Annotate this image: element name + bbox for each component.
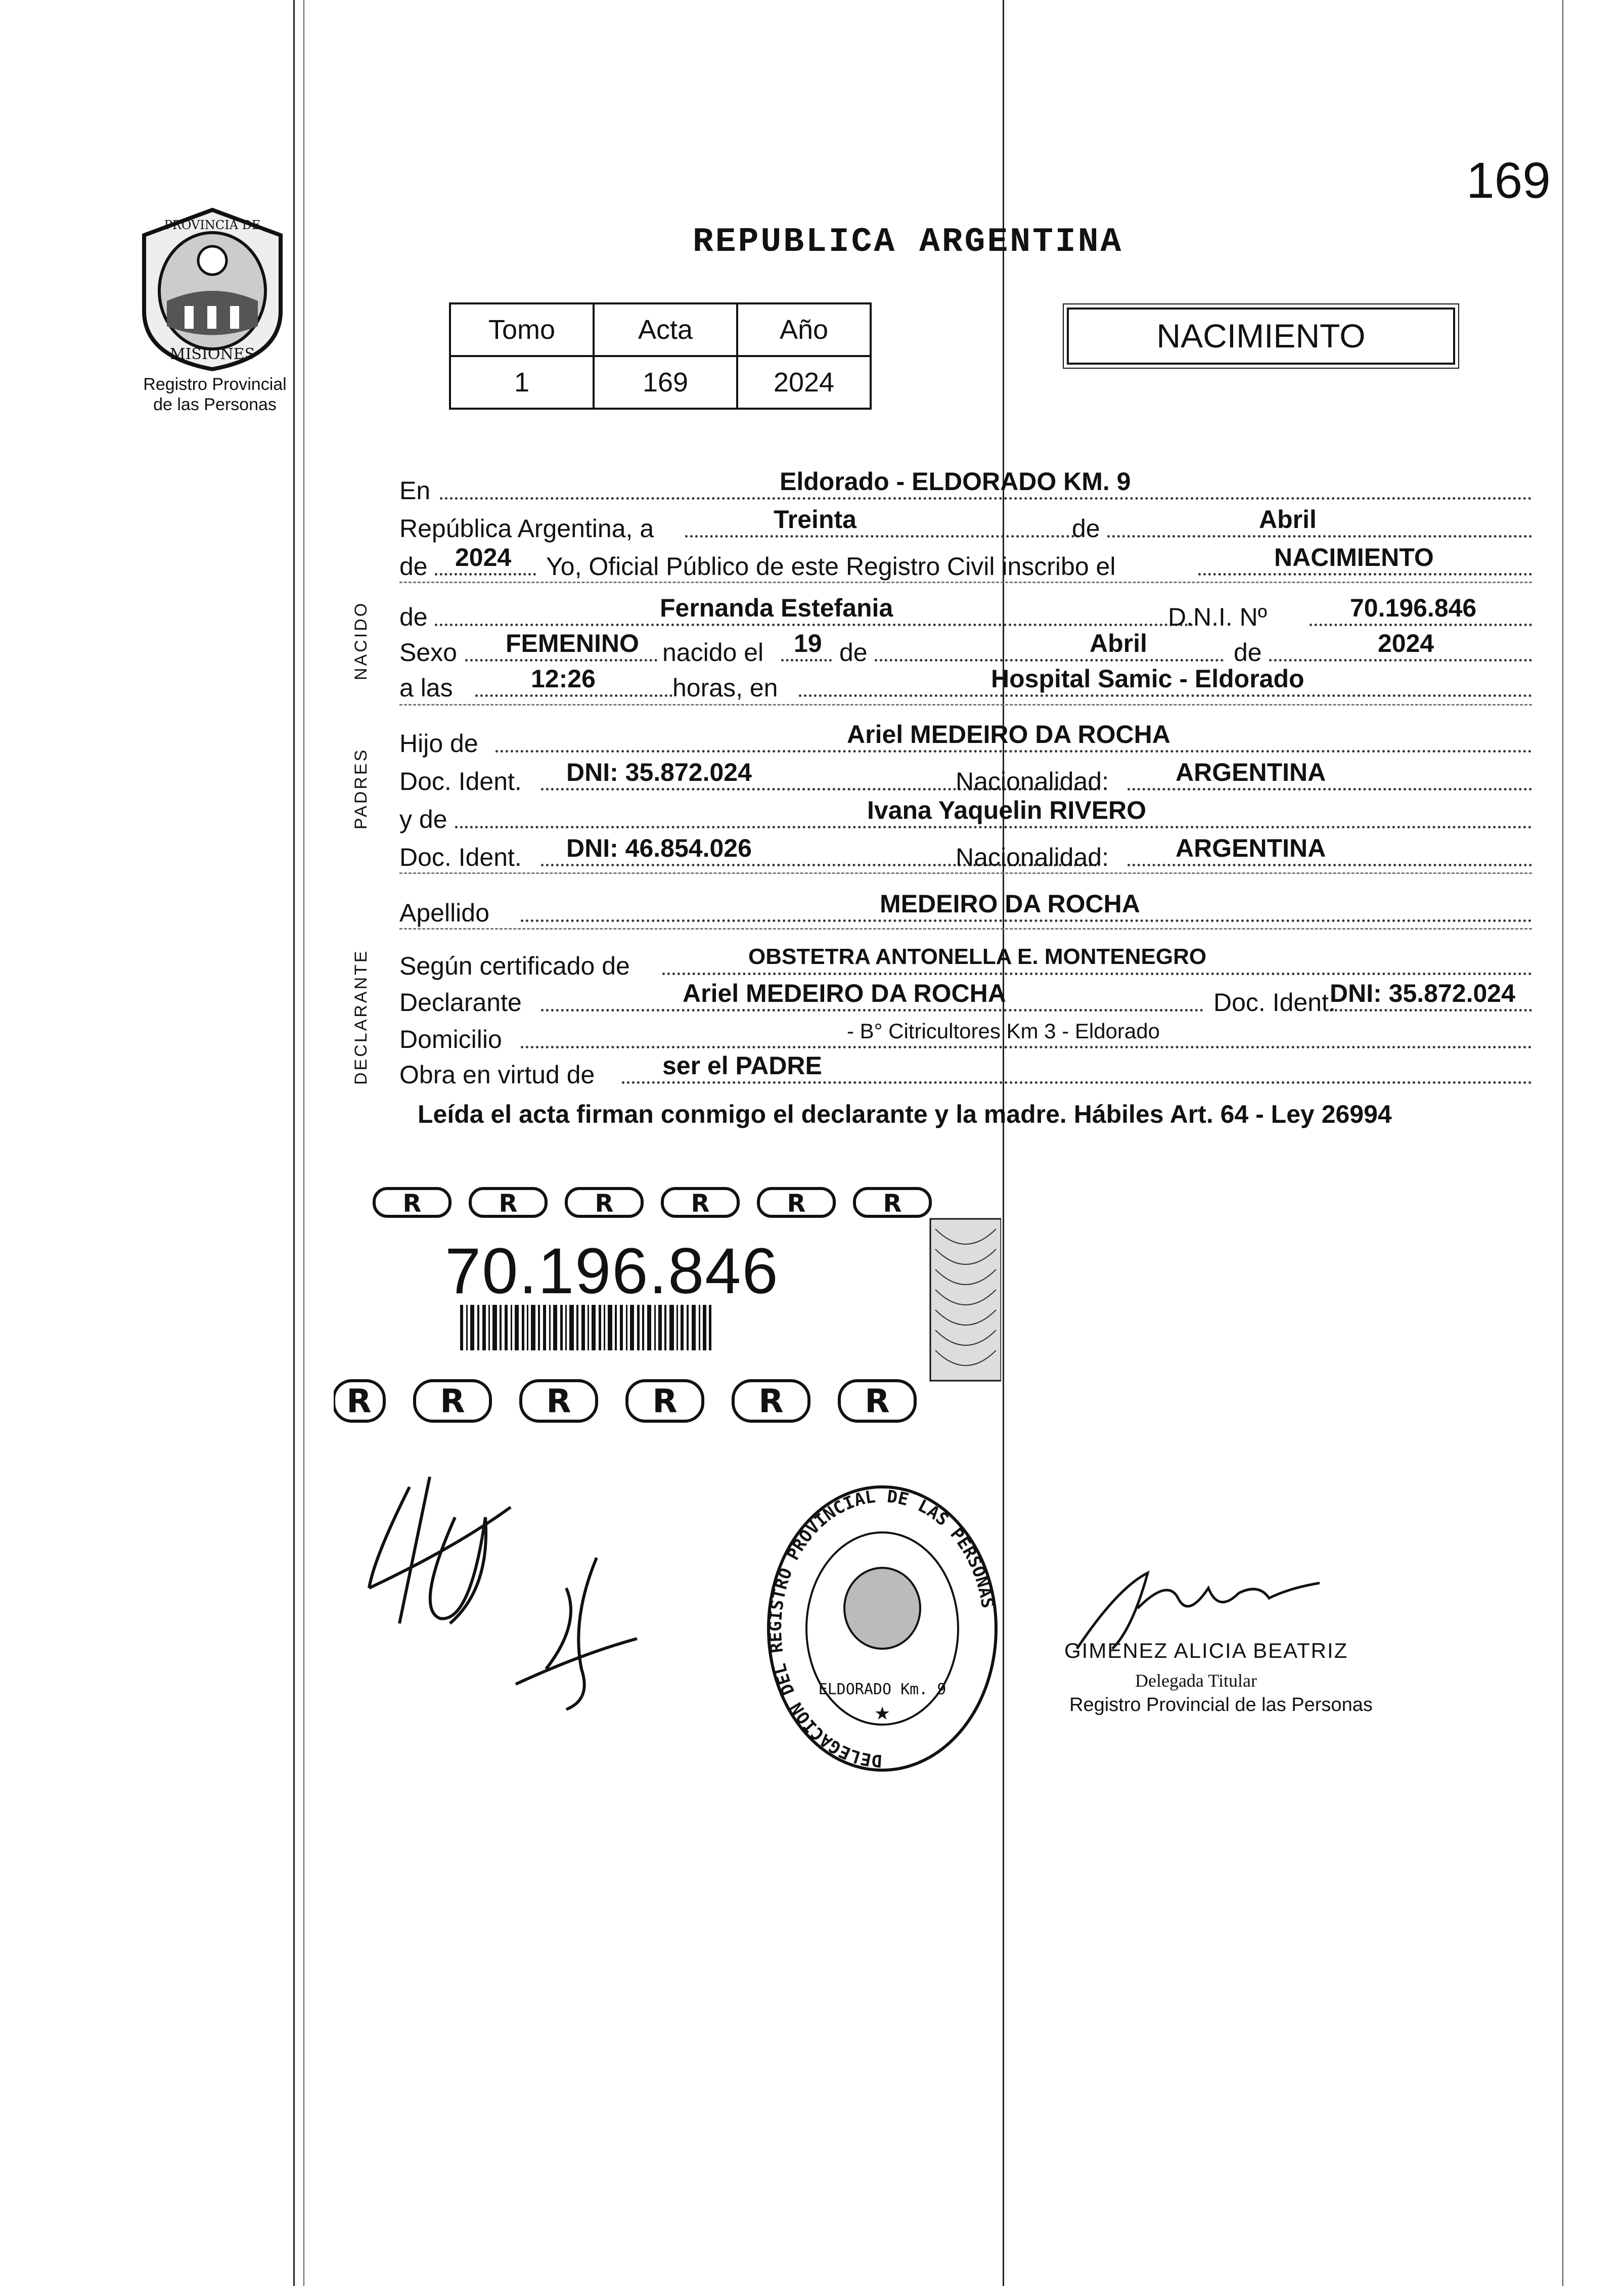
birth-year-value: 2024 [1378, 629, 1434, 657]
crest-caption [121, 374, 308, 415]
svg-text:R: R [758, 1383, 784, 1420]
r-logo-icon [627, 1381, 703, 1421]
r-logo-icon [566, 1189, 642, 1218]
event-value: NACIMIENTO [1274, 543, 1434, 572]
svg-text:R: R [402, 1190, 422, 1218]
signatory-role: Delegada Titular [1135, 1670, 1257, 1691]
child-dni-value: 70.196.846 [1350, 594, 1477, 622]
row-madre [399, 794, 1532, 833]
row-apellido [399, 888, 1532, 927]
doc-ident-label-2: Doc. Ident. [399, 843, 522, 871]
act-type-box: NACIMIENTO [1067, 307, 1455, 365]
sexo-label: Sexo [399, 638, 457, 667]
name-label: de [399, 603, 428, 631]
anio-header: Año [737, 303, 871, 356]
capacity-value: ser el PADRE [662, 1051, 822, 1080]
crest-caption-line-2: de las Personas [153, 395, 277, 414]
republica-label: República Argentina, a [399, 514, 654, 543]
apellido-label: Apellido [399, 899, 489, 927]
r-logo-icon [662, 1189, 738, 1218]
nacido-el-label: nacido el [662, 638, 764, 667]
left-margin-line [293, 0, 295, 2286]
svg-text:★: ★ [874, 1703, 891, 1724]
section-divider [399, 582, 1532, 583]
row-fecha [399, 503, 1532, 543]
mother-nationality-value: ARGENTINA [1176, 834, 1326, 862]
section-label-declarante: DECLARANTE [351, 949, 371, 1085]
row-sexo [399, 627, 1532, 667]
svg-text:PROVINCIA DE: PROVINCIA DE [164, 218, 261, 232]
sex-value: FEMENINO [506, 629, 639, 657]
section-label-nacido: NACIDO [351, 601, 371, 680]
acta-header: Acta [594, 303, 737, 356]
row-lugar [399, 465, 1532, 505]
nacionalidad-label-2: Nacionalidad: [956, 843, 1109, 871]
anio-value: 2024 [737, 356, 871, 409]
row-obra [399, 1049, 1532, 1089]
mother-doc-value: DNI: 46.854.026 [566, 834, 752, 862]
signatory-name: GIMENEZ ALICIA BEATRIZ [1064, 1639, 1348, 1662]
r-logo-icon [733, 1381, 809, 1421]
row-madre-doc [399, 832, 1532, 871]
certificado-label: Según certificado de [399, 952, 630, 980]
left-margin-line-2 [303, 0, 304, 2286]
row-domicilio [399, 1014, 1532, 1053]
ticket-number: 70.196.846 [445, 1235, 779, 1307]
place-value: Eldorado - ELDORADO KM. 9 [780, 467, 1131, 496]
misiones-crest-logo [137, 205, 288, 372]
svg-text:R: R [787, 1190, 806, 1218]
reference-table [449, 302, 872, 410]
svg-text:R: R [883, 1190, 902, 1218]
child-name-value: Fernanda Estefania [660, 594, 893, 622]
row-padre-doc [399, 756, 1532, 796]
r-logo-icon [854, 1189, 930, 1218]
horas-label: horas, en [672, 674, 778, 702]
r-logo-icon [758, 1189, 834, 1218]
de-label: de [1072, 514, 1100, 543]
surname-value: MEDEIRO DA ROCHA [880, 890, 1140, 918]
svg-text:R: R [691, 1190, 710, 1218]
signatory-org: Registro Provincial de las Personas [1069, 1694, 1373, 1716]
row-nombre [399, 592, 1532, 631]
declarante-label: Declarante [399, 988, 522, 1017]
tomo-header: Tomo [450, 303, 594, 356]
fold-line [1003, 0, 1004, 2286]
svg-text:R: R [346, 1383, 372, 1420]
section-divider [399, 928, 1532, 930]
father-nationality-value: ARGENTINA [1176, 758, 1326, 786]
birth-month-value: Abril [1090, 629, 1147, 657]
birth-time-value: 12:26 [531, 665, 596, 693]
r-logo-icon [334, 1381, 384, 1421]
r-logo-icon [521, 1381, 597, 1421]
day-words-value: Treinta [774, 505, 856, 534]
month-value: Abril [1259, 505, 1317, 534]
de-label-2: de [839, 638, 868, 667]
svg-text:R: R [499, 1190, 518, 1218]
section-divider [399, 704, 1532, 706]
doc-ident-label-3: Doc. Ident. [1213, 988, 1336, 1017]
section-divider [399, 872, 1532, 874]
birth-day-value: 19 [794, 629, 822, 657]
crest-caption-line-1: Registro Provincial [143, 375, 287, 394]
obra-label: Obra en virtud de [399, 1061, 595, 1089]
svg-text:R: R [440, 1383, 465, 1420]
stamp-ring-text: DELEGACION DEL REGISTRO PROVINCIAL DE LAS PERSONAS [765, 1486, 998, 1771]
year-prefix-label: de [399, 552, 428, 581]
official-text: Yo, Oficial Público de este Registro Civil inscribo el [546, 552, 1116, 581]
year-value: 2024 [455, 543, 512, 572]
a-las-label: a las [399, 674, 453, 702]
certificate-value: OBSTETRA ANTONELLA E. MONTENEGRO [748, 944, 1207, 969]
official-stamp [763, 1482, 1001, 1775]
row-padre [399, 718, 1532, 758]
section-label-padres: PADRES [351, 748, 371, 829]
de-label-3: de [1234, 638, 1262, 667]
right-edge-line [1562, 0, 1563, 2286]
page-number: 169 [1466, 152, 1551, 209]
page-title: REPUBLICA ARGENTINA [693, 223, 1123, 261]
en-label: En [399, 476, 431, 505]
domicilio-label: Domicilio [399, 1025, 502, 1053]
y-de-label: y de [399, 805, 447, 833]
svg-text:R: R [652, 1383, 678, 1420]
acta-value: 169 [594, 356, 737, 409]
declarant-signature [354, 1457, 667, 1720]
stamp-inner-text: ELDORADO Km. 9 [818, 1681, 946, 1698]
row-declarante [399, 977, 1532, 1017]
r-logo-icon [470, 1189, 546, 1218]
svg-text:R: R [595, 1190, 614, 1218]
dni-label: D.N.I. Nº [1168, 603, 1268, 631]
svg-text:R: R [546, 1383, 571, 1420]
r-logo-icon [839, 1381, 915, 1421]
row-inscripcion [399, 541, 1532, 581]
mother-name-value: Ivana Yaquelin RIVERO [867, 796, 1147, 824]
father-doc-value: DNI: 35.872.024 [566, 758, 752, 786]
svg-text:R: R [865, 1383, 890, 1420]
address-value: - B° Citricultores Km 3 - Eldorado [847, 1019, 1160, 1043]
birth-place-value: Hospital Samic - Eldorado [991, 665, 1304, 693]
row-certificado [399, 941, 1532, 980]
r-logo-icon [415, 1381, 490, 1421]
doc-ident-label: Doc. Ident. [399, 767, 522, 796]
hijo-de-label: Hijo de [399, 729, 478, 758]
row-hora [399, 663, 1532, 702]
r-logo-icon [374, 1189, 450, 1218]
father-name-value: Ariel MEDEIRO DA ROCHA [847, 720, 1170, 749]
declarant-doc-value: DNI: 35.872.024 [1330, 979, 1515, 1007]
tomo-value: 1 [450, 356, 594, 409]
closing-statement: Leída el acta firman conmigo el declarante y la madre. Hábiles Art. 64 - Ley 26994 [418, 1100, 1392, 1128]
nacionalidad-label: Nacionalidad: [956, 767, 1109, 796]
declarant-name-value: Ariel MEDEIRO DA ROCHA [683, 979, 1006, 1007]
svg-text:MISIONES: MISIONES [169, 345, 255, 363]
